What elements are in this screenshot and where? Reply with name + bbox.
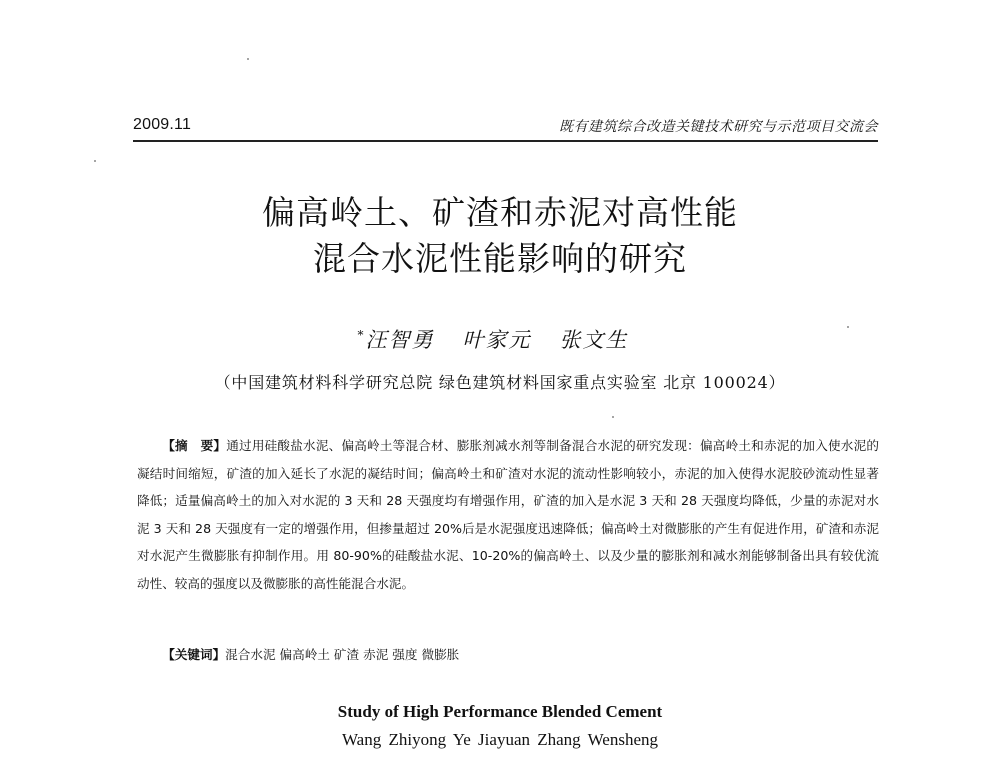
scan-speck <box>247 58 249 60</box>
author-name: 叶家元 <box>462 328 532 352</box>
author-name: 张文生 <box>559 328 629 352</box>
keywords <box>137 644 879 666</box>
abstract-label: 【摘 要】 <box>162 438 227 453</box>
page-header <box>133 112 878 142</box>
author-list <box>0 324 1000 354</box>
header-date: 2009.11 <box>133 116 192 133</box>
abstract <box>137 432 879 598</box>
english-authors: Wang Zhiyong Ye Jiayuan Zhang Wensheng <box>341 730 659 749</box>
english-title: Study of High Performance Blended Cement <box>337 702 663 721</box>
paper-title <box>0 190 1000 282</box>
affiliation: （中国建筑材料科学研究总院 绿色建筑材料国家重点实验室 北京 100024） <box>214 373 786 392</box>
header-conference: 既有建筑综合改造关键技术研究与示范项目交流会 <box>559 119 878 135</box>
header-rule <box>133 140 878 142</box>
corresponding-marker: * <box>357 328 366 342</box>
keywords-label: 【关键词】 <box>162 647 226 662</box>
title-line-2: 混合水泥性能影响的研究 <box>313 239 687 278</box>
scan-speck <box>612 416 614 418</box>
scan-speck <box>94 160 96 162</box>
author-name: 汪智勇 <box>365 328 435 352</box>
title-line-1: 偏高岭土、矿渣和赤泥对高性能 <box>262 193 738 232</box>
keywords-text: 混合水泥 偏高岭土 矿渣 赤泥 强度 微膨胀 <box>225 647 460 662</box>
abstract-text: 通过用硅酸盐水泥、偏高岭土等混合材、膨胀剂减水剂等制备混合水泥的研究发现：偏高岭土和赤泥的加入使水泥的凝结时间缩短，矿渣的加入延长了水泥的凝结时间；偏高岭土和矿渣对水泥的流动性影响较小，赤泥的加入使得水泥胶砂流动性显著降低；适量偏高岭土的加入对水泥的 3 天和 28 天强度均有增强作用，矿渣的加入是水泥 3 天和 28 天强度均降低，少量的赤泥对水泥 3 天和 28 天强度有一定的增强作用，但掺量超过 20%后是水泥强度迅速降低；偏高岭土对微膨胀的产生有促进作用，矿渣和赤泥对水泥产生微膨胀有抑制作用。用 80-90%的硅酸盐水泥、10-20%的偏高岭土、以及少量的膨胀剂和减水剂能够制备出具有较优流动性、较高的强度以及微膨胀的高性能混合水泥。 <box>137 438 880 591</box>
